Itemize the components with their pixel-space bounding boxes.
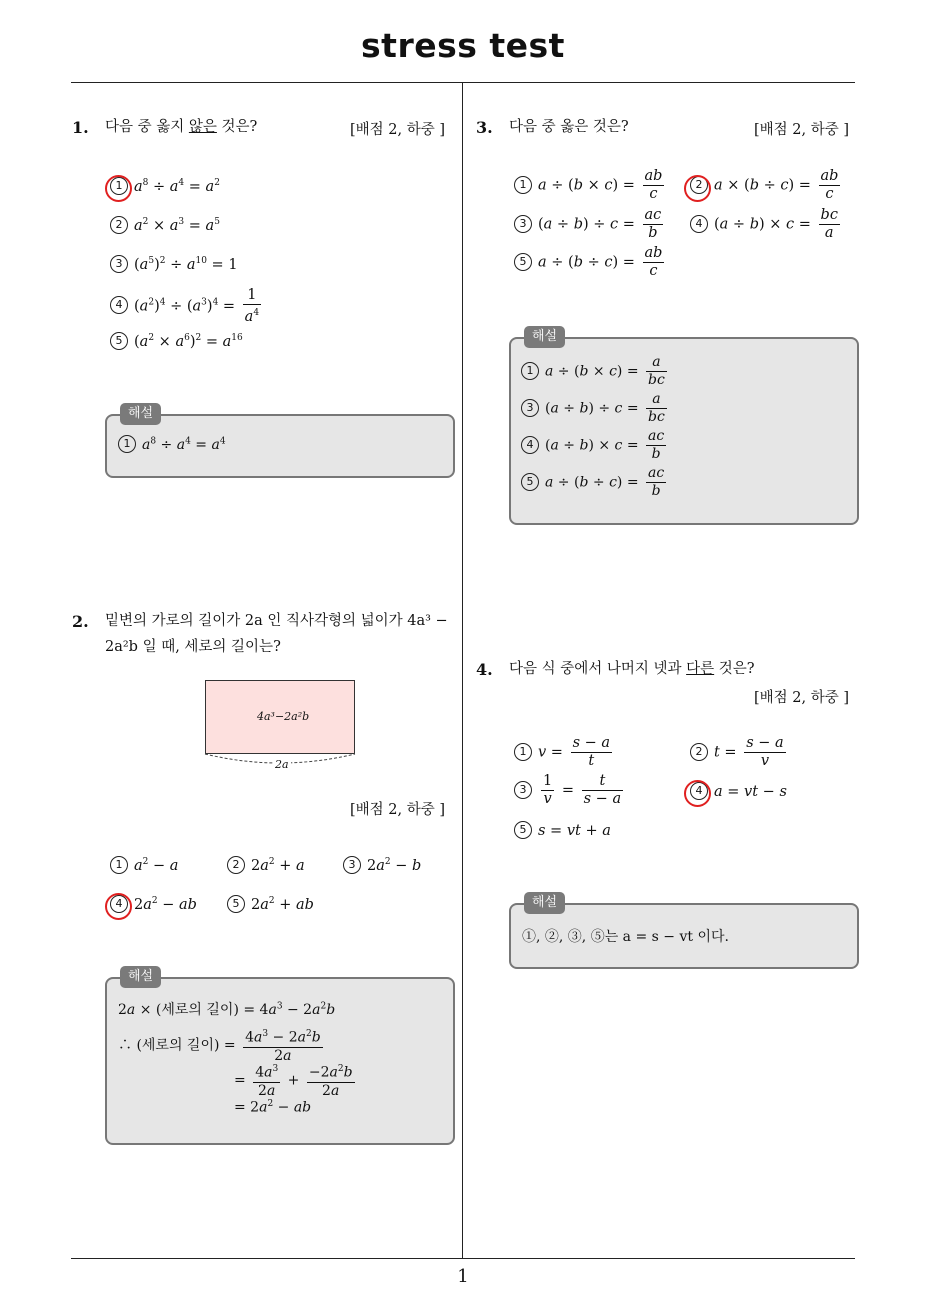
q4-option-1[interactable]: 1 v = $\frac{s - a}{t}$	[514, 735, 615, 770]
q3-points: [배점 2, 하중 ]	[754, 122, 850, 138]
q2-option-5[interactable]: 5 $2a^2$ + ab	[227, 896, 314, 914]
q3-number: 3.	[476, 118, 493, 137]
q2-solution-line3: = $\frac{4a^3}{2a}$ + $\frac{-2a^2b}{2a}$	[234, 1061, 358, 1100]
q4-points: [배점 2, 하중 ]	[754, 690, 850, 706]
q2-option-1[interactable]: 1 $a^2 - a$	[110, 857, 178, 875]
q4-option-2[interactable]: 2 t = $\frac{s - a}{v}$	[690, 735, 789, 770]
q3-option-4[interactable]: 4 (a ÷ b) × c = $\frac{bc}{a}$	[690, 207, 843, 242]
header-rule	[71, 82, 855, 83]
q3-solution-line1: 1 a ÷ (b × c) = $\frac{a}{bc}$	[521, 354, 670, 389]
q1-option-3[interactable]: 3 $(a^5)^2 \div a^{10} = 1$	[110, 256, 238, 274]
q4-text: 다음 식 중에서 나머지 넷과 다른 것은?	[509, 661, 755, 677]
q2-text-line2: 2a²b 일 때, 세로의 길이는?	[105, 639, 281, 655]
q1-solution-tag: 해설	[120, 403, 161, 425]
page-number: 1	[457, 1266, 469, 1287]
q3-option-3[interactable]: 3 (a ÷ b) ÷ c = $\frac{ac}{b}$	[514, 207, 666, 242]
q2-option-3[interactable]: 3 $2a^2 - b$	[343, 857, 421, 875]
q3-solution-tag: 해설	[524, 326, 565, 348]
q4-option-4[interactable]: 4 a = vt − s	[690, 783, 787, 801]
q1-option-2[interactable]: 2 $a^2 \times a^3 = a^5$	[110, 217, 220, 235]
q4-solution-tag: 해설	[524, 892, 565, 914]
q1-points: [배점 2, 하중 ]	[350, 122, 446, 138]
column-divider	[462, 83, 463, 1258]
q1-solution-text: 1 $a^8 \div a^4 = a^4$	[118, 436, 226, 454]
q1-option-1[interactable]: 1 $a^8 \div a^4 = a^2$	[110, 178, 220, 196]
q2-solution-line4: = $2a^2$ − ab	[234, 1099, 312, 1116]
q4-option-5[interactable]: 5 s = vt + a	[514, 822, 611, 840]
q4-number: 4.	[476, 660, 493, 679]
q3-solution-line4: 5 a ÷ (b ÷ c) = $\frac{ac}{b}$	[521, 465, 669, 500]
page-title: stress test	[361, 26, 565, 65]
q4-solution-text: ①, ②, ③, ⑤는 a = s − vt 이다.	[522, 929, 729, 945]
q2-solution-tag: 해설	[120, 966, 161, 988]
q3-option-2[interactable]: 2 a × (b ÷ c) = $\frac{ab}{c}$	[690, 168, 843, 203]
q2-text-line1: 밑변의 가로의 길이가 2a 인 직사각형의 넓이가 4a³ −	[105, 613, 448, 629]
q2-solution-line2: ∴ (세로의 길이) = $\frac{4a^3 - 2a^2b}{2a}$	[118, 1026, 326, 1065]
q2-option-2[interactable]: 2 $2a^2 + a$	[227, 857, 305, 875]
q3-solution-line3: 4 (a ÷ b) × c = $\frac{ac}{b}$	[521, 428, 669, 463]
q2-points: [배점 2, 하중 ]	[350, 802, 446, 818]
q3-solution-line2: 3 (a ÷ b) ÷ c = $\frac{a}{bc}$	[521, 391, 670, 426]
q3-text: 다음 중 옳은 것은?	[509, 119, 629, 135]
q2-solution-line1: 2a × (세로의 길이) = $4a^3 - 2a^2b$	[118, 1001, 336, 1018]
q1-text: 다음 중 옳지 않은 것은?	[105, 119, 258, 135]
answer-circle-q2	[105, 893, 132, 920]
q3-option-1[interactable]: 1 a ÷ (b × c) = $\frac{ab}{c}$	[514, 168, 667, 203]
answer-circle-q4	[684, 780, 711, 807]
q1-option-4[interactable]: 4 $(a^2)^4 \div (a^3)^4$ = $\frac{1}{a^4}$	[110, 287, 264, 326]
answer-circle-q1	[105, 175, 132, 202]
q3-option-5[interactable]: 5 a ÷ (b ÷ c) = $\frac{ab}{c}$	[514, 245, 667, 280]
q4-option-3[interactable]: 3 $\frac{1}{v}$ = $\frac{t}{s - a}$	[514, 773, 626, 808]
q1-option-5[interactable]: 5 $(a^2 \times a^6)^2 = a^{16}$	[110, 333, 243, 351]
q1-number: 1.	[72, 118, 89, 137]
q2-option-4[interactable]: 4 $2a^2$ − ab	[110, 896, 197, 914]
q2-figure-area-label: 4a³−2a²b	[257, 710, 310, 723]
footer-rule	[71, 1258, 855, 1259]
q2-figure-base-label: 2a	[275, 758, 289, 771]
q2-number: 2.	[72, 612, 89, 631]
answer-circle-q3	[684, 175, 711, 202]
